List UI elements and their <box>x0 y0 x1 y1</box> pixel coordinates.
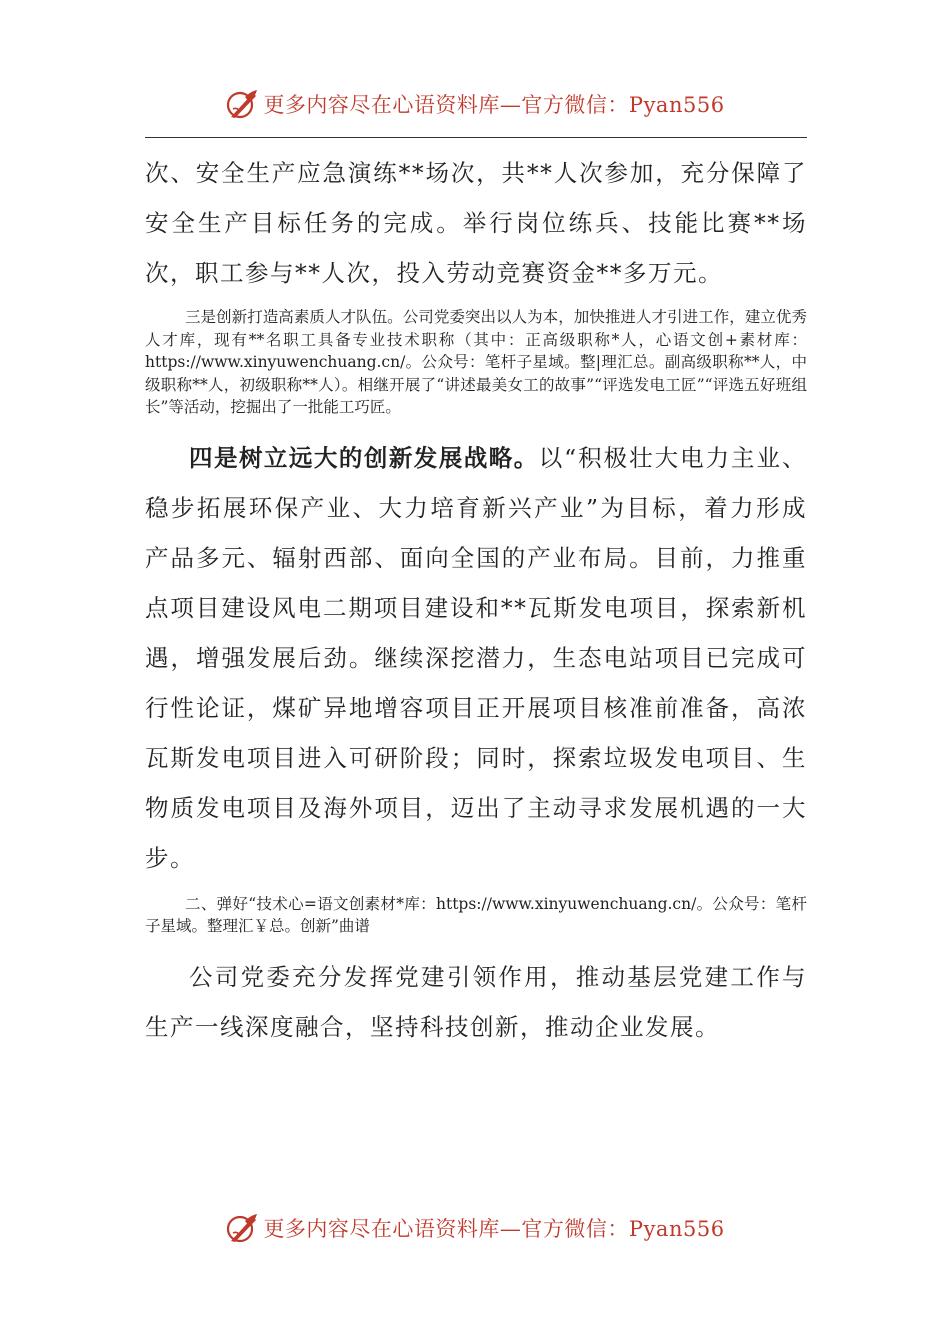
paragraph-strategy-text: 以“积极壮大电力主业、稳步拓展环保产业、大力培育新兴产业”为目标，着力形成产品多元、辐射西部、面向全国的产业布局。目前，力推重点项目建设风电二期项目建设和**瓦斯发电项目，探索新机遇，增强发展后劲。继续深挖潜力，生态电站项目已完成可行性论证，煤矿异地增容项目正开展项目核准前准备，高浓瓦斯发电项目进入可研阶段；同时，探索垃圾发电项目、生物质发电项目及海外项目，迈出了主动寻求发展机遇的一大步。 <box>145 443 808 872</box>
footer-banner-text: 更多内容尽在心语资料库—官方微信：Pyan556 <box>263 1217 725 1241</box>
paragraph-talent-team: 三是创新打造高素质人才队伍。公司党委突出以人为本，加快推进人才引进工作，建立优秀人才库，现有**名职工具备专业技术职称（其中：正高级职称*人，心语文创+素材库：https://www.xinyuwenchuang.cn/。公众号：笔杆子星域。整|理汇总。副高级职称**人，中级职称**人，初级职称**人）。相继开展了“讲述最美女工的故事”“评选发电工匠”“评选五好班组长”等活动，挖掘出了一批能工巧匠。 <box>145 308 807 416</box>
quill-logo-icon <box>225 87 259 121</box>
paragraph-innovation-strategy <box>145 433 807 883</box>
quill-logo-icon <box>225 1211 259 1245</box>
paragraph-safety-summary: 次、安全生产应急演练**场次，共**人次参加，充分保障了安全生产目标任务的完成。举行岗位练兵、技能比赛**场次，职工参与**人次，投入劳动竞赛资金**多万元。 <box>145 159 807 287</box>
section-heading-innovation: 二、弹好“技术心=语文创素材*库：https://www.xinyuwenchuang.cn/。公众号：笔杆子星域。整理汇￥总。创新”曲谱 <box>145 894 807 935</box>
paragraph-party-building: 公司党委充分发挥党建引领作用，推动基层党建工作与生产一线深度融合，坚持科技创新，推动企业发展。 <box>145 962 807 1041</box>
paragraph-lead-heading: 四是树立远大的创新发展战略。 <box>189 443 539 472</box>
header-banner-text: 更多内容尽在心语资料库—官方微信：Pyan556 <box>263 93 725 117</box>
header-banner <box>0 84 950 124</box>
header-divider <box>145 137 807 138</box>
footer-banner <box>0 1208 950 1248</box>
document-body <box>145 148 807 1052</box>
